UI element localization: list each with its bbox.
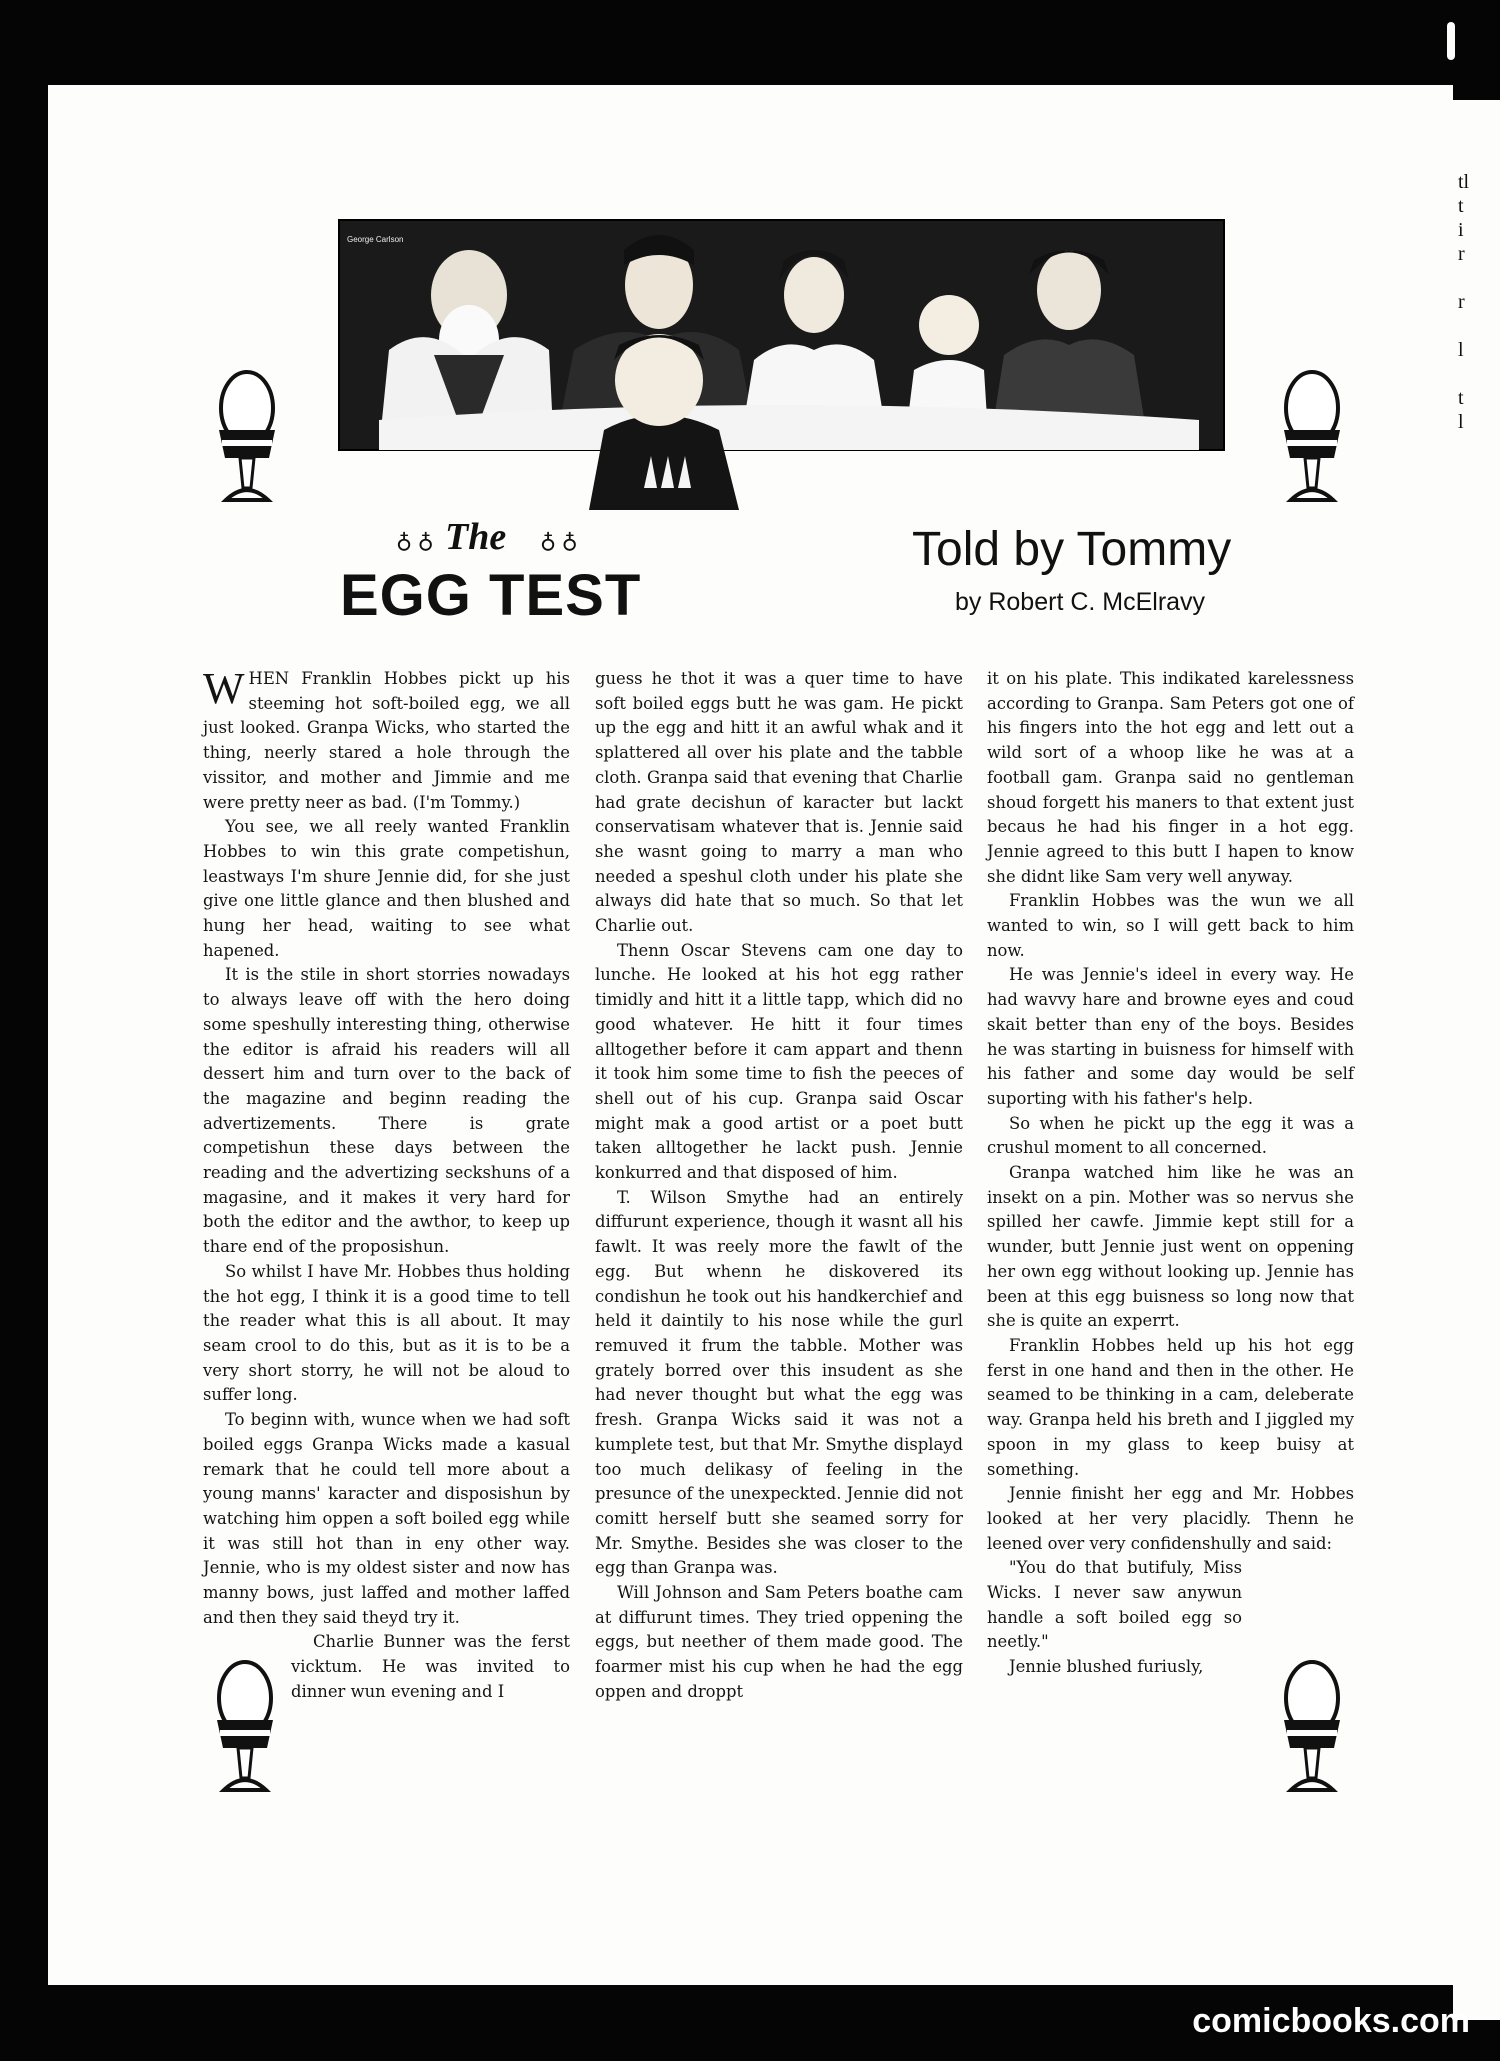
paragraph: T. Wilson Smythe had an entirely diffurunt experience, though it wasnt all his fawlt. It was reely more the fawlt of the egg. But whenn he diskovered its condishun he took out his handkerchief and held it daintily to his nose while the gurl remuved it frum the tabble. Mother was grately borred over this insudent as she had never thought but what the egg was fresh. Granpa Wicks said it was not a kumplete test, but that Mr. Smythe displayd too much delikasy of feeling in the presunce of the unexpeckted. Jennie did not comitt herself butt she seamed sorry for Mr. Smythe. Besides she was closer to the egg than Granpa was. xyxy=(595,1187,963,1578)
family-breakfast-illustration xyxy=(339,220,1224,510)
page-edge-mark xyxy=(1447,22,1455,60)
article-column-3 xyxy=(987,667,1354,1726)
paragraph: Granpa watched him like he was an insekt on a pin. Mother was so nervus she spilled her cawfe. Jimmie kept still for a wunder, butt Jennie just went on oppening her own egg without looking up. Jennie has been at this egg buisness so long now that she is quite an experrt. xyxy=(987,1163,1354,1331)
paragraph: "You do that butifuly, Miss Wicks. I never saw anywun handle a soft boiled egg so neetly." xyxy=(987,1558,1242,1652)
paragraph: Jennie blushed furiusly, xyxy=(1009,1657,1204,1677)
paragraph: So whilst I have Mr. Hobbes thus holding the hot egg, I think it is a good time to tell the reader what this is all about. It may seam crool to do this, but as it is to be a very short storry, he will not be aloud to suffer long. xyxy=(203,1261,570,1405)
paragraph: guess he thot it was a quer time to have soft boiled eggs butt he was gam. He pickt up the egg and hitt it an awful whak and it splattered all over his plate and the tabble cloth. Granpa said that evening that Charlie had grate decishun of karacter but lackt conservatisam whatever that is. Jennie said she wasnt going to marry a man who needed a speshul cloth under his plate she always did hate that so much. So that let Charlie out. xyxy=(595,669,963,936)
artist-signature: George Carlson xyxy=(347,235,404,244)
article-column-1 xyxy=(203,664,570,1820)
paragraph: WHEN Franklin Hobbes pickt up his steeming hot soft-boiled egg, we all just looked. Granpa Wicks, who started the thing, neerly stared a hole through the vissitor, and mother and Jimmie and me were pretty neer as bad. (I'm Tommy.) xyxy=(203,664,570,812)
paragraph: Will Johnson and Sam Peters boathe cam at diffurunt times. They tried oppening the eggs, but neether of them made good. The foarmer mist his cup when he had the egg oppen and droppt xyxy=(595,1583,963,1701)
egg-cup-icon-left-top xyxy=(214,368,280,518)
told-by-heading: Told by Tommy xyxy=(912,523,1232,576)
paragraph: So when he pickt up the egg it was a crushul moment to all concerned. xyxy=(987,1113,1354,1158)
paragraph: You see, we all reely wanted Franklin Hobbes to win this grate competishun, leastways I'm shure Jennie did, for she just give one little glance and then blushed and hung her head, waiting to see what hapened. xyxy=(203,817,570,960)
facing-page-text-fragment: tl t i r r l t l xyxy=(1458,171,1470,433)
paragraph: Jennie finisht her egg and Mr. Hobbes looked at her very placidly. Thenn he leened over very confidenshully and said: xyxy=(987,1484,1354,1553)
drop-cap: W xyxy=(203,664,245,713)
article-column-2 xyxy=(595,667,963,1705)
article-title: EGG TEST xyxy=(340,563,642,628)
paragraph: Franklin Hobbes held up his hot egg ferst in one hand and then in the other. He seamed to be thinking in a cam, deleberate way. Granpa held his breth and I jiggled my spoon in my glass to keep buisy at something. xyxy=(987,1335,1354,1479)
paragraph: Thenn Oscar Stevens cam one day to lunche. He looked at his hot egg rather timidly and hitt it a little tapp, which did no good whatever. He hitt it four times alltogether before it cam appart and thenn it took him some time to fish the peeces of shell out of his cup. Granpa said Oscar might mak a good artist or a poet butt taken alltogether he lackt push. Jennie konkurred and that disposed of him. xyxy=(595,940,963,1183)
paragraph: It is the stile in short storries nowadays to always leave off with the hero doing some speshully interesting thing, otherwise the editor is afraid his readers will all dessert him and turn over to the back of the magazine and beginn reading the advertizements. There is grate competishun these days between the reading and the advertizing seckshuns of a magasine, and it makes it very hard for both the editor and the awthor, to keep up thare end of the proposishun. xyxy=(203,965,570,1257)
paragraph: To beginn with, wunce when we had soft boiled eggs Granpa Wicks made a kasual remark that he could tell more about a young manns' karacter and disposishun by watching him oppen a soft boiled egg while it was still hot than in eny other way. Jennie, who is my oldest sister and now has manny bows, just laffed and mother laffed and then they said theyd try it. xyxy=(203,1410,570,1627)
paragraph: Franklin Hobbes was the wun we all wanted to win, so I will gett back to him now. xyxy=(987,891,1354,960)
paragraph: it on his plate. This indikated karelessness according to Granpa. Sam Peters got one of his fingers into the hot egg and lett out a wild sort of a whoop like he was at a football gam. Granpa said no gentleman shoud forgett his maners to that extent just becaus he had his finger in a hot egg. Jennie agreed to this butt I hapen to know she didnt like Sam very well anyway. xyxy=(987,669,1354,886)
title-the: The xyxy=(445,516,507,558)
egg-cup-icon-right-top xyxy=(1279,368,1345,518)
mini-egg-ornament-icon: ♁ ♁ xyxy=(396,528,434,553)
paragraph: Charlie Bunner was the ferst vicktum. He was invited to dinner wun evening and I xyxy=(291,1632,570,1701)
mini-egg-ornament-icon: ♁ ♁ xyxy=(540,528,578,553)
site-watermark: comicbooks.com xyxy=(1192,2002,1470,2040)
paragraph: He was Jennie's ideel in every way. He had wavvy hare and browne eyes and coud skait better than eny of the boys. Besides he was starting in buisness for himself with his father and some day would be self suporting with his father's help. xyxy=(987,965,1354,1108)
author-byline: by Robert C. McElravy xyxy=(955,588,1206,616)
